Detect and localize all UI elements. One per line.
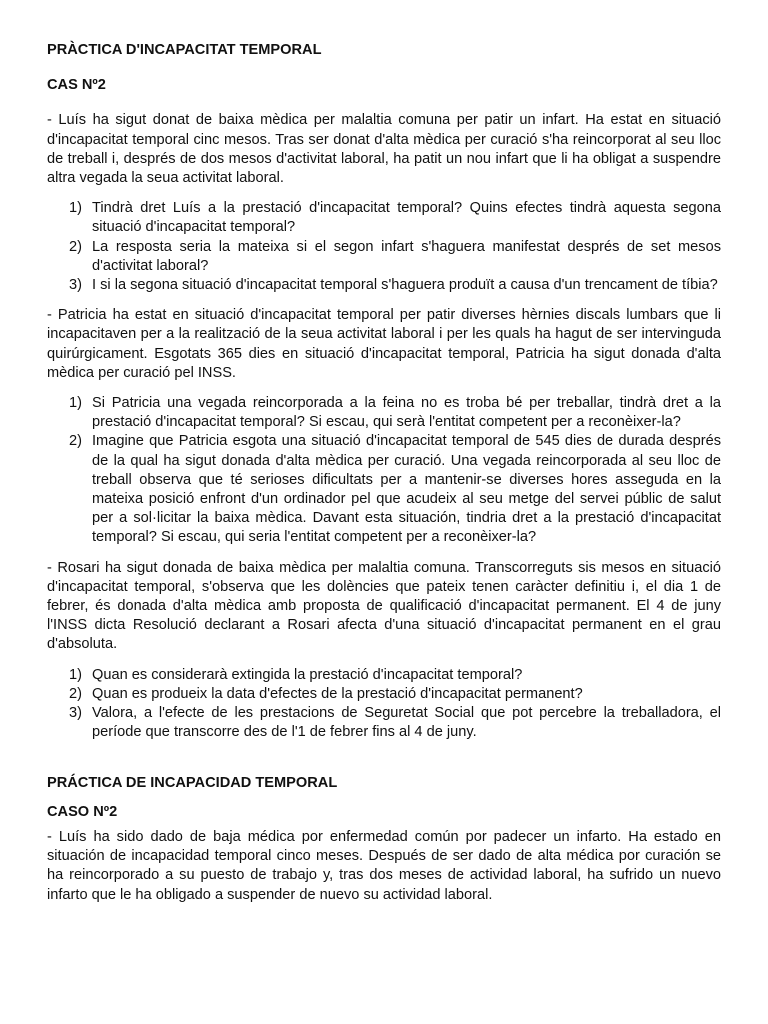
catalan-case-number: CAS Nº2 bbox=[47, 77, 106, 94]
question-text: Valora, a l'efecte de les prestacions de Seguretat Social que pot percebre la treballadora, el període que transcorre des de l'1 de febrer fins al 4 de juny. bbox=[92, 705, 721, 741]
question-number: 1) bbox=[69, 666, 82, 683]
case-rosari-questions bbox=[47, 666, 721, 743]
question-text: Si Patricia una vegada reincorporada a la feina no es troba bé per treballar, tindrà dret a la prestació d'incapacitat temporal? Si escau, qui serà l'entitat competent per a reconèixer-la? bbox=[92, 395, 721, 431]
question-text: I si la segona situació d'incapacitat temporal s'haguera produït a causa d'un trencament de tíbia? bbox=[92, 277, 718, 294]
question-number: 2) bbox=[69, 238, 82, 255]
question-number: 1) bbox=[69, 200, 82, 217]
question-item bbox=[47, 199, 721, 237]
question-number: 2) bbox=[69, 685, 82, 702]
question-text: Quan es considerarà extingida la prestació d'incapacitat temporal? bbox=[92, 666, 523, 683]
question-number: 1) bbox=[69, 395, 82, 412]
question-number: 3) bbox=[69, 277, 82, 294]
question-text: La resposta seria la mateixa si el segon infart s'haguera manifestat després de set mesos d'activitat laboral? bbox=[92, 238, 721, 274]
case-luis-questions bbox=[47, 199, 721, 295]
question-item bbox=[47, 666, 721, 685]
question-number: 3) bbox=[69, 705, 82, 722]
catalan-title: PRÀCTICA D'INCAPACITAT TEMPORAL bbox=[47, 42, 322, 58]
spanish-title: PRÁCTICA DE INCAPACIDAD TEMPORAL bbox=[47, 774, 338, 791]
spanish-case-luis-paragraph: - Luís ha sido dado de baja médica por enfermedad común por padecer un infarto. Ha estado en situación de incapacidad temporal cinco meses. Después de ser dado de alta médica por curación se ha reincorporado a su puesto de trabajo y, tras dos meses de actividad laboral, ha sufrido un nuevo infarto que le ha obligado a suspender de nuevo su actividad laboral. bbox=[47, 828, 721, 903]
case-patricia-paragraph: - Patricia ha estat en situació d'incapacitat temporal per patir diverses hèrnies discals lumbars que li incapacitaven per a la realització de la seua activitat laboral i per les quals ha hagut de ser intervinguda quirúrgicament. Esgotats 365 dies en situació d'incapacitat temporal, Patricia ha sigut donada d'alta mèdica per curació pel INSS. bbox=[47, 307, 721, 381]
question-text: Imagine que Patricia esgota una situació d'incapacitat temporal de 545 dies de durada després de la qual ha sigut donada d'alta mèdica per curació. Una vegada reincorporada al seu lloc de treball observa que té serioses dificultats per a mantenir-se diverses hores asseguda en la mateixa posició enfront d'un ordinador pel que acudeix al seu metge del servei públic de salut per a sol·licitar la baixa mèdica. Davant esta situación, tindria dret a la prestació d'incapacitat temporal? Si escau, qui seria l'entitat competent per a reconèixer-la? bbox=[92, 433, 721, 546]
document-page bbox=[47, 41, 721, 905]
question-number: 2) bbox=[69, 433, 82, 450]
question-item bbox=[47, 394, 721, 432]
case-rosari-paragraph: - Rosari ha sigut donada de baixa mèdica per malaltia comuna. Transcorreguts sis mesos en situació d'incapacitat temporal, s'observa que les dolències que pateix tenen caràcter definitiu i, el dia 1 de febrer, és donada d'alta mèdica amb proposta de qualificació d'incapacitat permanent. El 4 de juny l'INSS dicta Resolució declarant a Rosari afecta d'una situació d'incapacitat permanent en el grau d'absoluta. bbox=[47, 559, 721, 653]
question-text: Tindrà dret Luís a la prestació d'incapacitat temporal? Quins efectes tindrà aquesta segona situació d'incapacitat temporal? bbox=[92, 200, 721, 236]
question-item bbox=[47, 704, 721, 742]
case-luis-paragraph: - Luís ha sigut donat de baixa mèdica per malaltia comuna per patir un infart. Ha estat en situació d'incapacitat temporal cinc mesos. Tras ser donat d'alta mèdica per curació s'ha reincorporat al seu lloc de treball i, després de dos mesos d'activitat laboral, ha patit un nou infart que li ha obligat a suspendre altra vegada la seua activitat laboral. bbox=[47, 112, 721, 187]
spanish-case-number: CASO Nº2 bbox=[47, 803, 118, 820]
question-item bbox=[47, 432, 721, 547]
question-item bbox=[47, 238, 721, 276]
question-text: Quan es produeix la data d'efectes de la prestació d'incapacitat permanent? bbox=[92, 685, 583, 702]
case-patricia-questions bbox=[47, 394, 721, 548]
question-item bbox=[47, 685, 721, 704]
question-item bbox=[47, 276, 721, 295]
